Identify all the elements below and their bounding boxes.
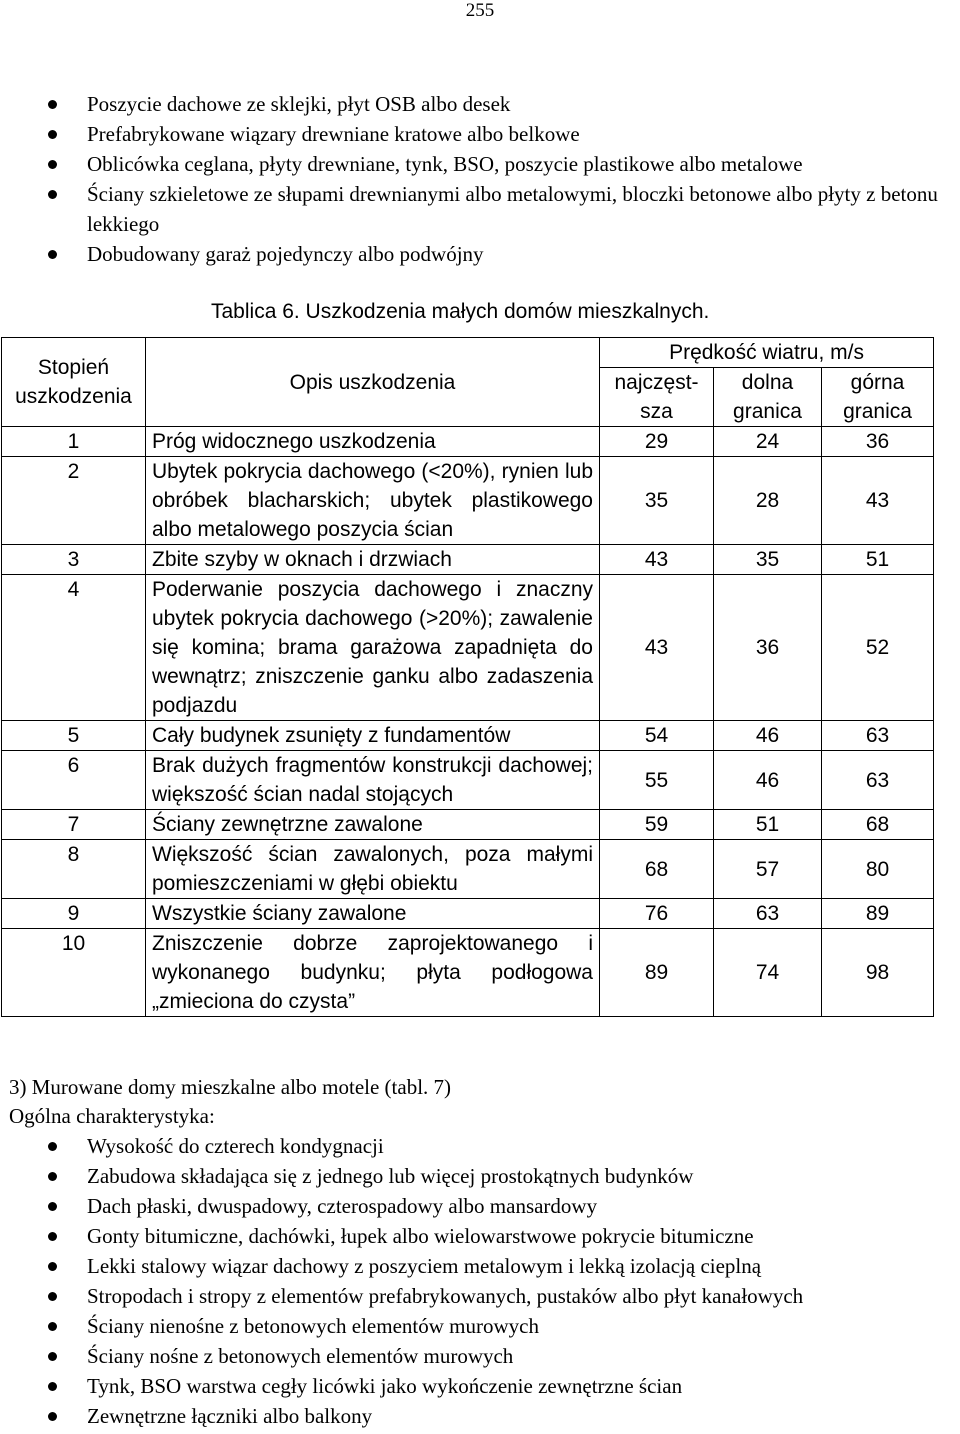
upper-bound-cell: 51 [822,545,934,575]
lower-bound-cell: 35 [714,545,822,575]
bullet-item: Ściany nienośne z betonowych elementów murowych [0,1311,960,1341]
bullet-item: Zabudowa składająca się z jednego lub więcej prostokątnych budynków [0,1161,960,1191]
degree-cell: 9 [2,899,146,929]
degree-cell: 2 [2,457,146,545]
description-cell: Próg widocznego uszkodzenia [146,427,600,457]
header-wind-speed: Prędkość wiatru, m/s [600,338,934,368]
bullet-list-bottom [0,1131,960,1431]
table-row [2,751,934,810]
lower-bound-cell: 74 [714,929,822,1017]
table-row [2,721,934,751]
description-cell: Poderwanie poszycia dachowego i znaczny ubytek pokrycia dachowego (>20%); zawalenie się komina; brama garażowa zapadnięta do wewnątrz; zniszczenie ganku albo zadaszenia podjazdu [146,575,600,721]
lower-bound-cell: 24 [714,427,822,457]
table-row [2,810,934,840]
upper-bound-cell: 98 [822,929,934,1017]
bullet-item: Zewnętrzne łączniki albo balkony [0,1401,960,1431]
table-row [2,427,934,457]
upper-bound-cell: 36 [822,427,934,457]
lower-bound-cell: 28 [714,457,822,545]
upper-bound-cell: 63 [822,721,934,751]
table-caption: Tablica 6. Uszkodzenia małych domów mieszkalnych. [211,300,710,323]
most-frequent-cell: 76 [600,899,714,929]
lower-bound-cell: 46 [714,751,822,810]
bullet-item: Wysokość do czterech kondygnacji [0,1131,960,1161]
header-description: Opis uszkodzenia [146,338,600,427]
upper-bound-cell: 52 [822,575,934,721]
bullet-list-top [0,89,960,269]
bullet-item: Dobudowany garaż pojedynczy albo podwójny [0,239,960,269]
upper-bound-cell: 63 [822,751,934,810]
most-frequent-cell: 35 [600,457,714,545]
bullet-item: Tynk, BSO warstwa cegły licówki jako wykończenie zewnętrzne ścian [0,1371,960,1401]
table-row [2,929,934,1017]
bullet-item: Ściany szkieletowe ze słupami drewnianymi albo metalowymi, bloczki betonowe albo płyty z betonu lekkiego [0,179,960,239]
degree-cell: 6 [2,751,146,810]
description-cell: Większość ścian zawalonych, poza małymi pomieszczeniami w głębi obiektu [146,840,600,899]
degree-cell: 3 [2,545,146,575]
most-frequent-cell: 55 [600,751,714,810]
lower-bound-cell: 57 [714,840,822,899]
header-lower-bound: dolna granica [714,368,822,427]
most-frequent-cell: 43 [600,575,714,721]
header-most-frequent: najczęst-sza [600,368,714,427]
most-frequent-cell: 29 [600,427,714,457]
header-degree: Stopień uszkodzenia [2,338,146,427]
degree-cell: 4 [2,575,146,721]
upper-bound-cell: 68 [822,810,934,840]
lower-bound-cell: 63 [714,899,822,929]
most-frequent-cell: 59 [600,810,714,840]
table-row [2,575,934,721]
description-cell: Zniszczenie dobrze zaprojektowanego i wykonanego budynku; płyta podłogowa „zmieciona do czysta” [146,929,600,1017]
description-cell: Brak dużych fragmentów konstrukcji dachowej; większość ścian nadal stojących [146,751,600,810]
degree-cell: 7 [2,810,146,840]
description-cell: Ubytek pokrycia dachowego (<20%), rynien lub obróbek blacharskich; ubytek plastikowego albo metalowego poszycia ścian [146,457,600,545]
bullet-item: Prefabrykowane wiązary drewniane kratowe albo belkowe [0,119,960,149]
degree-cell: 10 [2,929,146,1017]
table-row [2,457,934,545]
bullet-item: Oblicówka ceglana, płyty drewniane, tynk, BSO, poszycie plastikowe albo metalowe [0,149,960,179]
lower-bound-cell: 36 [714,575,822,721]
degree-cell: 1 [2,427,146,457]
damage-table [1,337,934,1017]
lower-bound-cell: 46 [714,721,822,751]
table-row [2,545,934,575]
degree-cell: 8 [2,840,146,899]
bullet-item: Dach płaski, dwuspadowy, czterospadowy albo mansardowy [0,1191,960,1221]
most-frequent-cell: 43 [600,545,714,575]
section-heading: 3) Murowane domy mieszkalne albo motele (tabl. 7) [9,1075,452,1099]
most-frequent-cell: 54 [600,721,714,751]
degree-cell: 5 [2,721,146,751]
characteristics-label: Ogólna charakterystyka: [9,1104,215,1128]
table-row [2,899,934,929]
description-cell: Wszystkie ściany zawalone [146,899,600,929]
upper-bound-cell: 43 [822,457,934,545]
bullet-item: Stropodach i stropy z elementów prefabrykowanych, pustaków albo płyt kanałowych [0,1281,960,1311]
most-frequent-cell: 89 [600,929,714,1017]
bullet-item: Ściany nośne z betonowych elementów murowych [0,1341,960,1371]
description-cell: Zbite szyby w oknach i drzwiach [146,545,600,575]
lower-bound-cell: 51 [714,810,822,840]
upper-bound-cell: 80 [822,840,934,899]
description-cell: Cały budynek zsunięty z fundamentów [146,721,600,751]
header-upper-bound: górna granica [822,368,934,427]
bullet-item: Lekki stalowy wiązar dachowy z poszyciem metalowym i lekką izolacją cieplną [0,1251,960,1281]
bullet-item: Poszycie dachowe ze sklejki, płyt OSB albo desek [0,89,960,119]
page-number: 255 [465,0,495,21]
upper-bound-cell: 89 [822,899,934,929]
most-frequent-cell: 68 [600,840,714,899]
description-cell: Ściany zewnętrzne zawalone [146,810,600,840]
table-row [2,840,934,899]
bullet-item: Gonty bitumiczne, dachówki, łupek albo wielowarstwowe pokrycie bitumiczne [0,1221,960,1251]
